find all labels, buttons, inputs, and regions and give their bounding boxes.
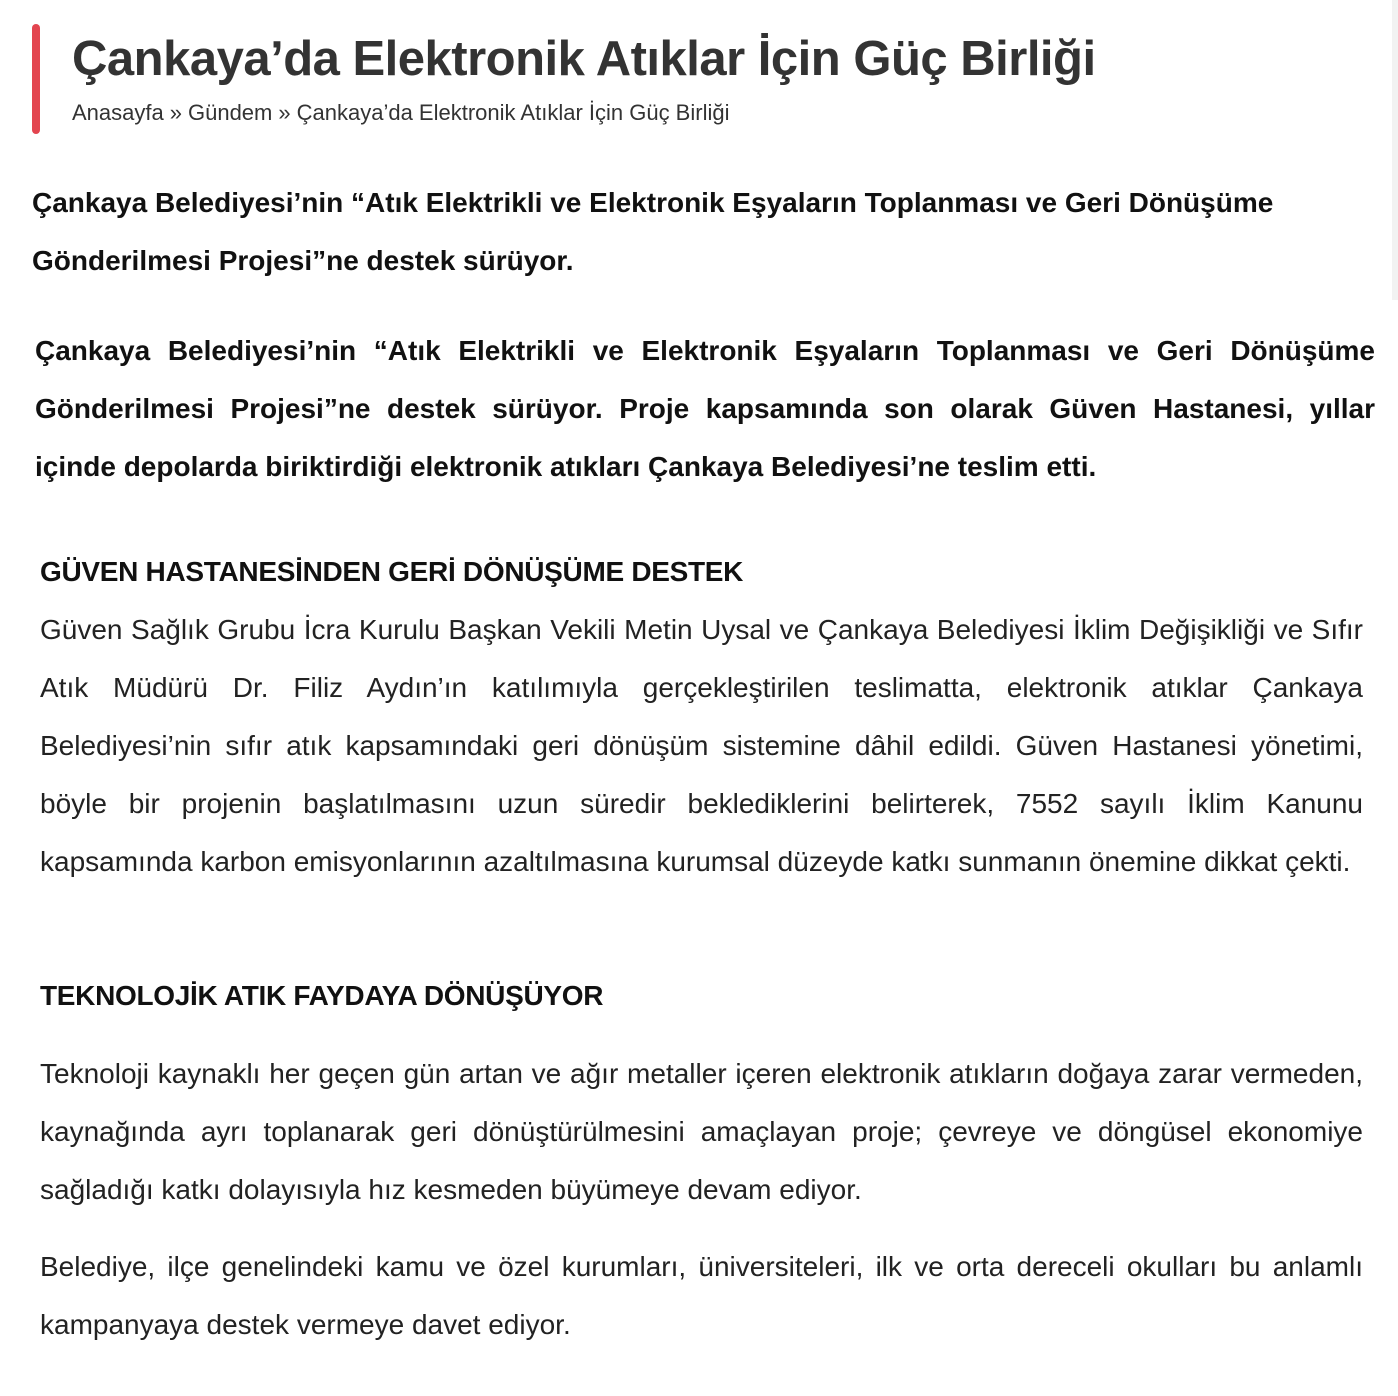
section-paragraph-guven: Güven Sağlık Grubu İcra Kurulu Başkan Vekili Metin Uysal ve Çankaya Belediyesi İklim Değişikliği ve Sıfır Atık Müdürü Dr. Filiz Aydın’ın katılımıyla gerçekleştirilen teslimatta, elektronik atıklar Çankaya Belediyesi’nin sıfır atık kapsamındaki geri dönüşüm sistemine dâhil edildi. Güven Hastanesi yönetimi, böyle bir projenin başlatılmasını uzun süredir beklediklerini belirterek, 7552 sayılı İklim Kanunu kapsamında karbon emisyonlarının azaltılmasına kurumsal düzeyde katkı sunmanın önemine dikkat çekti.: [40, 614, 1363, 877]
breadcrumb-separator: »: [278, 100, 291, 125]
breadcrumb-category-link[interactable]: Gündem: [187, 100, 273, 125]
scrollbar-track[interactable]: [1392, 0, 1398, 300]
page-title: Çankaya’da Elektronik Atıklar İçin Güç Birliği: [72, 32, 1096, 86]
breadcrumb-separator: »: [169, 100, 182, 125]
section-paragraph-teknoloji-1: Teknoloji kaynaklı her geçen gün artan ve ağır metaller içeren elektronik atıkların doğaya zarar vermeden, kaynağında ayrı toplanarak geri dönüştürülmesini amaçlayan proje; çevreye ve döngüsel ekonomiye sağladığı katkı dolayısıyla hız kesmeden büyümeye devam ediyor.: [40, 1058, 1363, 1205]
breadcrumb: [72, 98, 729, 128]
breadcrumb-current: Çankaya’da Elektronik Atıklar İçin Güç Birliği: [296, 100, 730, 125]
section-paragraph-teknoloji-2: Belediye, ilçe genelindeki kamu ve özel kurumları, üniversiteleri, ilk ve orta dereceli okulları bu anlamlı kampanyaya destek vermeye davet ediyor.: [40, 1251, 1363, 1340]
breadcrumb-home-link[interactable]: Anasayfa: [72, 100, 164, 125]
section-heading-teknoloji: TEKNOLOJİK ATIK FAYDAYA DÖNÜŞÜYOR: [40, 980, 604, 1011]
article-lead: Çankaya Belediyesi’nin “Atık Elektrikli ve Elektronik Eşyaların Toplanması ve Geri Dönüşüme Gönderilmesi Projesi”ne destek sürüyor. Proje kapsamında son olarak Güven Hastanesi, yıllar içinde depolarda biriktirdiği elektronik atıkları Çankaya Belediyesi’ne teslim etti.: [35, 335, 1375, 482]
title-accent-bar: [32, 24, 40, 134]
article-summary: Çankaya Belediyesi’nin “Atık Elektrikli ve Elektronik Eşyaların Toplanması ve Geri Dönüşüme Gönderilmesi Projesi”ne destek sürüyor.: [32, 187, 1274, 276]
title-block: [32, 24, 1352, 134]
section-heading-guven: GÜVEN HASTANESİNDEN GERİ DÖNÜŞÜME DESTEK: [40, 556, 744, 587]
